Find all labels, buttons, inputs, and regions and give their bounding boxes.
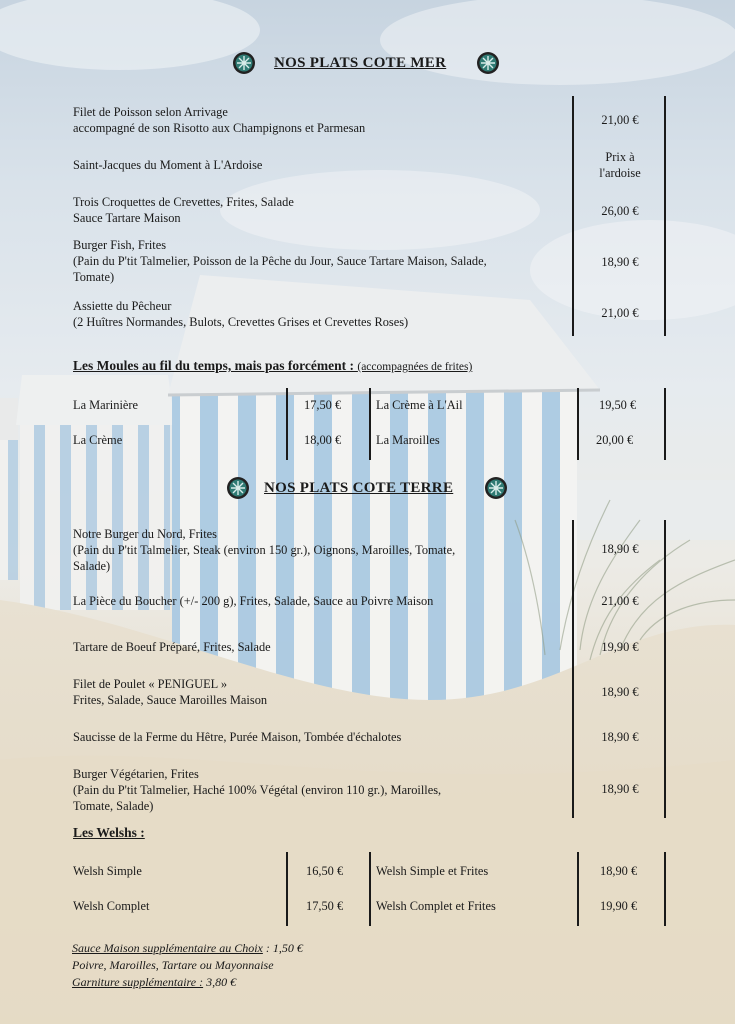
- welsh-price-right: 18,90 €: [600, 864, 638, 878]
- sea-dish-3-price: 26,00 €: [601, 204, 639, 218]
- sea-dish-5: Assiette du Pêcheur (2 Huîtres Normandes, Bulots, Crevettes Grises et Crevettes Roses): [73, 299, 409, 329]
- footer-notes: [72, 940, 303, 991]
- column-divider: [664, 520, 666, 818]
- mussels-price-left: 18,00 €: [304, 433, 342, 447]
- shell-emblem-icon: [226, 476, 250, 500]
- sea-dish-2-price: Prix à l'ardoise: [599, 150, 641, 180]
- mussels-price-right: 19,50 €: [599, 398, 637, 412]
- land-dish-6-price: 18,90 €: [601, 782, 639, 796]
- column-divider: [286, 388, 288, 460]
- welsh-item-left: Welsh Complet: [73, 899, 150, 913]
- column-divider: [572, 96, 574, 336]
- column-divider: [369, 388, 371, 460]
- land-dish-5-price: 18,90 €: [601, 730, 639, 744]
- mussels-item-right: La Maroilles: [376, 433, 440, 447]
- column-divider: [577, 852, 579, 926]
- shell-emblem-icon: [476, 51, 500, 75]
- column-divider: [664, 852, 666, 926]
- shell-emblem-icon: [232, 51, 256, 75]
- welsh-price-left: 16,50 €: [306, 864, 344, 878]
- mussels-item-right: La Crème à L'Ail: [376, 398, 463, 412]
- land-dish-1-price: 18,90 €: [601, 542, 639, 556]
- land-dish-4-price: 18,90 €: [601, 685, 639, 699]
- mussels-price-right: 20,00 €: [596, 433, 634, 447]
- sauce-options: Poivre, Maroilles, Tartare ou Mayonnaise: [72, 958, 274, 972]
- land-dish-3-price: 19,90 €: [601, 640, 639, 654]
- mussels-heading: Les Moules au fil du temps, mais pas forcément : (accompagnées de frites): [73, 358, 473, 373]
- sea-dish-1-price: 21,00 €: [601, 113, 639, 127]
- mussels-item-left: La Crème: [73, 433, 123, 447]
- sea-dish-2: Saint-Jacques du Moment à L'Ardoise: [73, 158, 263, 172]
- land-dish-4: Filet de Poulet « PENIGUEL » Frites, Salade, Sauce Maroilles Maison: [73, 677, 268, 707]
- column-divider: [286, 852, 288, 926]
- sea-dish-3: Trois Croquettes de Crevettes, Frites, Salade Sauce Tartare Maison: [73, 195, 294, 225]
- land-dish-1: Notre Burger du Nord, Frites (Pain du P'tit Talmelier, Steak (environ 150 gr.), Oignons, Maroilles, Tomate, Salade): [73, 527, 456, 573]
- sea-dish-4: Burger Fish, Frites (Pain du P'tit Talmelier, Poisson de la Pêche du Jour, Sauce Tartare Maison, Salade, Tomate): [73, 238, 487, 284]
- land-dish-2: La Pièce du Boucher (+/- 200 g), Frites, Salade, Sauce au Poivre Maison: [73, 594, 434, 608]
- column-divider: [664, 388, 666, 460]
- column-divider: [664, 96, 666, 336]
- welsh-item-right: Welsh Complet et Frites: [376, 899, 496, 913]
- mussels-price-left: 17,50 €: [304, 398, 342, 412]
- land-section-title: NOS PLATS COTE TERRE: [264, 480, 454, 496]
- welsh-price-left: 17,50 €: [306, 899, 344, 913]
- sea-section-title: NOS PLATS COTE MER: [274, 55, 447, 71]
- welsh-item-right: Welsh Simple et Frites: [376, 864, 489, 878]
- column-divider: [369, 852, 371, 926]
- garnish-line: Garniture supplémentaire : 3,80 €: [72, 975, 237, 989]
- sea-dish-4-price: 18,90 €: [601, 255, 639, 269]
- welsh-item-left: Welsh Simple: [73, 864, 142, 878]
- welsh-price-right: 19,90 €: [600, 899, 638, 913]
- shell-emblem-icon: [484, 476, 508, 500]
- mussels-item-left: La Marinière: [73, 398, 139, 412]
- land-dish-3: Tartare de Boeuf Préparé, Frites, Salade: [73, 640, 271, 654]
- welsh-heading: Les Welshs :: [73, 825, 145, 840]
- sauce-line: Sauce Maison supplémentaire au Choix : 1,50 €: [72, 941, 303, 955]
- sea-dish-5-price: 21,00 €: [601, 306, 639, 320]
- land-dish-5: Saucisse de la Ferme du Hêtre, Purée Maison, Tombée d'échalotes: [73, 730, 402, 744]
- land-dish-2-price: 21,00 €: [601, 594, 639, 608]
- land-dish-6: Burger Végétarien, Frites (Pain du P'tit Talmelier, Haché 100% Végétal (environ 110 gr.), Maroilles, Tomate, Salade): [73, 767, 442, 813]
- sea-dish-1: Filet de Poisson selon Arrivage accompagné de son Risotto aux Champignons et Parmesan: [73, 105, 366, 135]
- column-divider: [572, 520, 574, 818]
- column-divider: [577, 388, 579, 460]
